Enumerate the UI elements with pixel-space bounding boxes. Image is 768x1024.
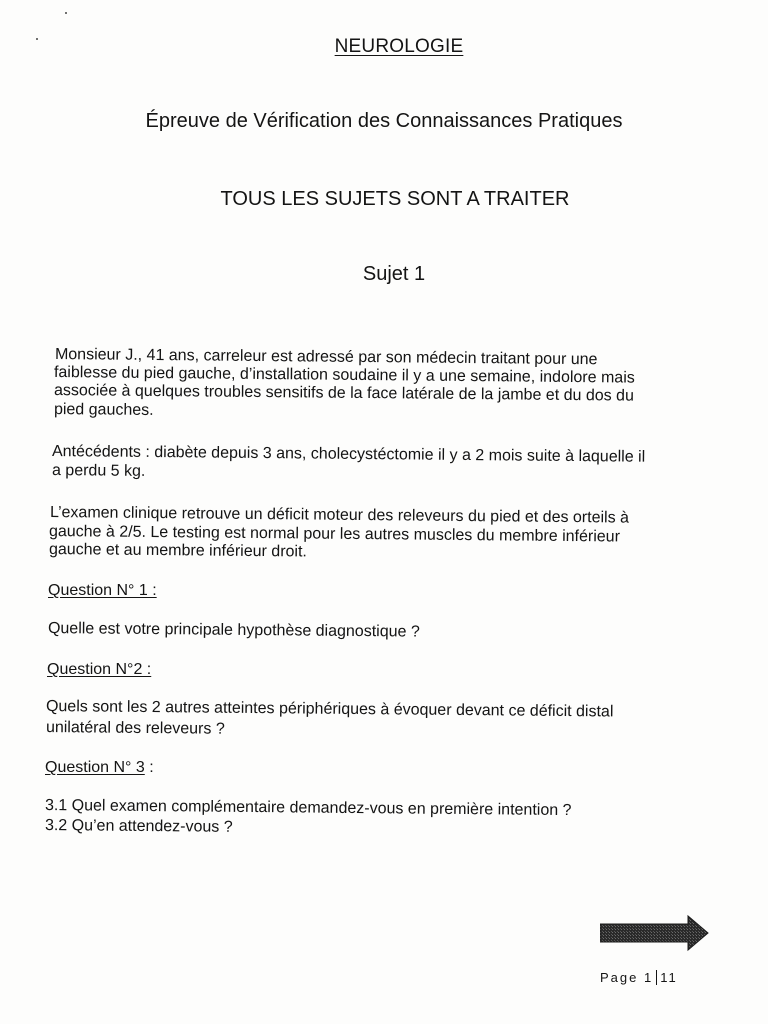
question-3-heading [45, 759, 154, 777]
document-title-row [0, 36, 768, 58]
paragraph-line: L’examen clinique retrouve un déficit moteur des releveurs du pied et des orteils à [49, 504, 630, 527]
page-separator [656, 970, 657, 985]
paragraph-line: Monsieur J., 41 ans, carreleur est adressé par son médecin traitant pour une [54, 346, 598, 369]
question-line: 3.2 Qu’en attendez-vous ? [44, 817, 233, 836]
question-line: Quelle est votre principale hypothèse diagnostique ? [47, 620, 420, 641]
question-heading-suffix: : [144, 759, 154, 776]
subject-heading: Sujet 1 [362, 263, 426, 285]
instruction-row [0, 188, 768, 211]
paragraph-line: Antécédents : diabète depuis 3 ans, cholecystéctomie il y a 2 mois suite à laquelle il [51, 443, 646, 466]
paragraph-line: gauche à 2/5. Le testing est normal pour les autres muscles du membre inférieur [48, 523, 621, 546]
paragraph-line: pied gauches. [53, 401, 154, 419]
question-2-heading [47, 661, 151, 679]
subject-row [0, 263, 768, 286]
document-title: NEUROLOGIE [334, 36, 464, 57]
question-heading-text: Question N° 3 [45, 759, 145, 776]
paragraph-line: gauche et au membre inférieur droit. [48, 541, 307, 561]
page-total: 11 [660, 970, 678, 985]
question-heading-text: Question N° 1 : [48, 582, 157, 599]
scan-speck [65, 12, 67, 14]
paragraph-line: a perdu 5 kg. [51, 462, 146, 480]
question-line: unilatéral des releveurs ? [45, 719, 225, 738]
question-heading-text: Question N°2 : [47, 661, 152, 678]
paragraph-line: associée à quelques troubles sensitifs de la face latérale de la jambe et du dos du [53, 382, 634, 405]
question-line: 3.1 Quel examen complémentaire demandez-vous en première intention ? [44, 797, 572, 820]
paragraph-line: faiblesse du pied gauche, d’installation soudaine il y a une semaine, indolore mais [53, 364, 635, 387]
page-number [600, 970, 678, 985]
page-label: Page 1 [600, 970, 654, 985]
arrow-right-icon [600, 914, 710, 952]
question-1-heading [48, 582, 157, 600]
instruction-text: TOUS LES SUJETS SONT A TRAITER [220, 188, 570, 210]
document-subtitle: Épreuve de Vérification des Connaissances Pratiques [145, 110, 623, 132]
question-line: Quels sont les 2 autres atteintes périphériques à évoquer devant ce déficit distal [45, 698, 614, 721]
